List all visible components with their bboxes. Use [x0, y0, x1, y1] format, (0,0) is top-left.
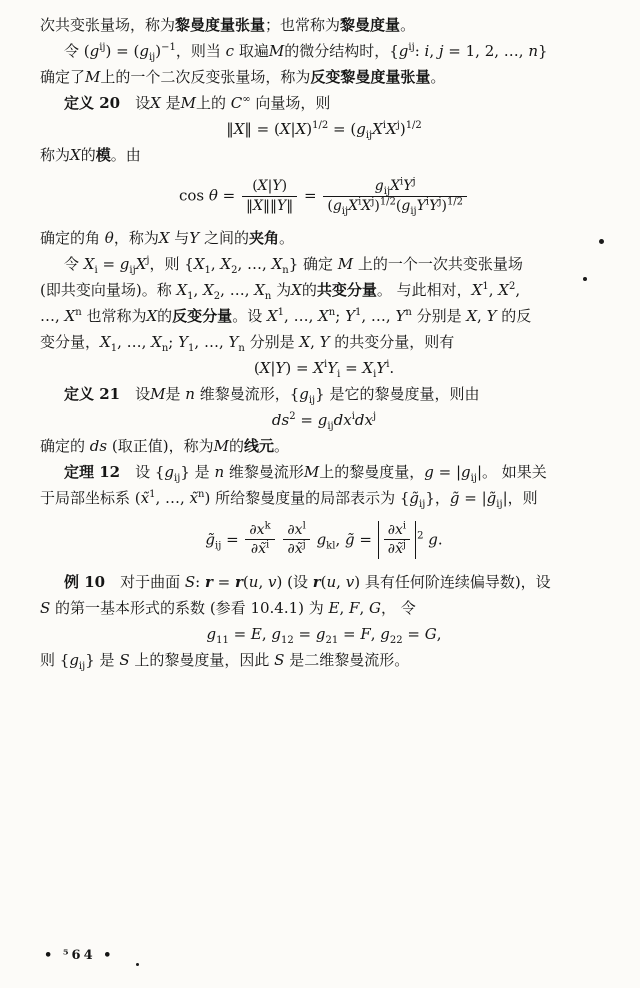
- formula-first-fundamental-coeffs: $g_{11} = E$, $g_{12} = g_{21} = F$, $g_{22} = G$,: [206, 625, 442, 647]
- text-line-conclusion: 则 $\{g_{ij}\}$ 是 S 上的黎曼度量，因此 S 是二维黎曼流形。: [40, 651, 410, 673]
- heading-theorem-12: 定理 12 设 $\{g_{ij}\}$ 是 n 维黎曼流形M上的黎曼度量，$g = |g_{ij}|$。 如果关: [64, 462, 547, 484]
- text-line-first-fundamental: S 的第一基本形式的系数 (参看 10.4.1) 为 E, F, G， 令: [40, 599, 416, 618]
- text-line-inverse-metric: 令 $(g^{ij}) = (g_{ij})^{-1}$，则当 c 取遍M的微分结构时，{$g^{ij}$: i, j = 1, 2, …, n}: [64, 42, 548, 63]
- scan-speck: [583, 277, 587, 281]
- page-number: • ⁵64 •: [44, 948, 115, 963]
- text-line-components-of-xy: 变分量，$X_1$, …, $X_n$; $Y_1$, …, $Y_n$ 分别是 X, Y 的共变分量，则有: [40, 332, 455, 354]
- scan-speck: [599, 239, 604, 244]
- page-body: [40, 12, 608, 673]
- text-line-norm-of-x: 称为X的模。由: [40, 146, 141, 164]
- text-line-local-coordinates: 于局部坐标系 (x̃$^1$, …, x̃$^n$) 所给黎曼度量的局部表示为 $\{g̃_{ij}\}$，g̃ = $|g̃_{ij}|$，则: [40, 488, 538, 510]
- heading-definition-21: 定义 21 设M是 n 维黎曼流形，$\{g_{ij}\}$ 是它的黎曼度量，则由: [64, 384, 480, 406]
- text-line-covariant-field: 令 $X_i = g_{ij}X^j$，则 {$X_1$, $X_2$, …, $X_n$} 确定 M 上的一个一次共变张量场: [64, 254, 523, 276]
- formula-cos-angle: cos θ = $\frac{(X|Y)}{‖X‖‖Y‖}$ = $\frac{g_{ij}X^iY^j}{(g_{ij}X^iX^j)^{1/2}(g_{ij}Y^iY^j)^{1/2}}$: [40, 172, 608, 221]
- heading-example-10: 例 10 对于曲面 S: r = r(u, v) (设 r(u, v) 具有任何阶连续偏导数)，设: [64, 573, 551, 592]
- text-line-line-element-name: 确定的 ds (取正值)，称为M的线元。: [40, 436, 289, 455]
- text-line-riemann-metric-intro: 次共变张量场，称为黎曼度量张量；也常称为黎曼度量。: [40, 16, 416, 34]
- formula-norm: ‖X‖ = $(X|X)^{1/2} = (g_{ij}X^iX^j)^{1/2}$: [226, 120, 422, 141]
- text-line-covariant-components: (即共变向量场)。称 $X_1$, $X_2$, …, $X_n$ 为X的共变分量。 与此相对，$X^1$, $X^2$,: [40, 280, 521, 302]
- formula-metric-transform: $g̃_{ij}$ = $\frac{\partial x^k}{\partial x̃^i}$ $\frac{\partial x^l}{\partial x̃^j}$ $g_{kl}$, g̃ = $\frac{\partial x^i}{\partial x̃^j}$ $^2$ g.: [205, 519, 443, 558]
- text-line-angle-definition: 确定的角 θ，称为X 与Y 之间的夹角。: [40, 228, 295, 247]
- heading-definition-20: 定义 20 设X 是M上的 C∞ 向量场，则: [64, 94, 331, 112]
- text-line-contravariant-tensor: 确定了M上的一个二次反变张量场，称为反变黎曼度量张量。: [40, 68, 446, 86]
- text-line-contravariant-components: …, $X^n$ 也常称为X的反变分量。设 $X^1$, …, $X^n$; $Y^1$, …, $Y^n$ 分别是 X, Y 的反: [40, 306, 532, 325]
- formula-line-element: $ds^2 = g_{ij}dx^idx^j$: [271, 410, 377, 432]
- formula-inner-product: $(X|Y) = X^iY_i = X_iY^i$.: [253, 358, 395, 380]
- scan-speck: [136, 963, 139, 966]
